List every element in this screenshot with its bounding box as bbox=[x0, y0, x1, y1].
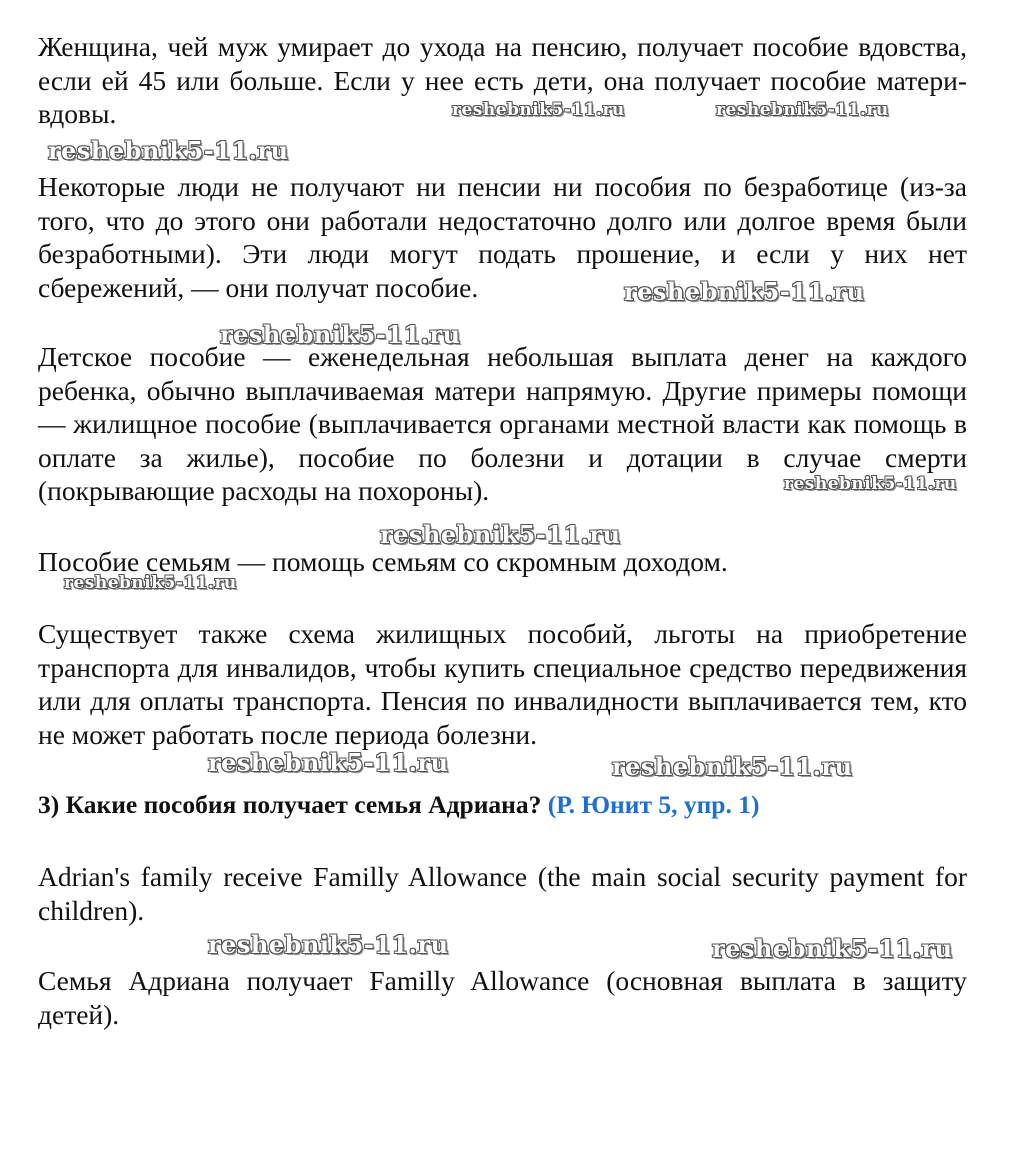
question-reference: (Р. Юнит 5, упр. 1) bbox=[547, 790, 760, 819]
watermark: reshebnik5-11.ru bbox=[380, 520, 621, 549]
watermark: reshebnik5-11.ru bbox=[220, 320, 461, 349]
watermark: reshebnik5-11.ru bbox=[716, 100, 889, 120]
watermark: reshebnik5-11.ru bbox=[48, 136, 289, 165]
paragraph-child-benefit: Детское пособие — еженедельная небольшая выплата денег на каждого ребенка, обычно выплачиваемая матери напрямую. Другие примеры помощи — жилищное пособие (выплачивается органами местной власти как помощь в оплате за жилье), пособие по болезни и дотации в случае смерти (покрывающие расходы на похороны). bbox=[38, 341, 967, 506]
watermark: reshebnik5-11.ru bbox=[64, 573, 237, 593]
watermark: reshebnik5-11.ru bbox=[624, 277, 865, 306]
watermark: reshebnik5-11.ru bbox=[452, 100, 625, 120]
paragraph-family-income: Пособие семьям — помощь семьям со скромным доходом. bbox=[38, 546, 728, 577]
question-heading bbox=[38, 790, 759, 820]
question-text: 3) Какие пособия получает семья Адриана? bbox=[38, 790, 542, 819]
watermark: reshebnik5-11.ru bbox=[612, 752, 853, 781]
answer-english: Adrian's family receive Familly Allowance (the main social security payment for children). bbox=[38, 861, 967, 926]
watermark: reshebnik5-11.ru bbox=[208, 748, 449, 777]
watermark: reshebnik5-11.ru bbox=[784, 474, 957, 494]
paragraph-widow-allowance: Женщина, чей муж умирает до ухода на пенсию, получает пособие вдовства, если ей 45 или больше. Если у нее есть дети, она получает пособие матери-вдовы. bbox=[38, 31, 967, 129]
paragraph-unemployment: Некоторые люди не получают ни пенсии ни пособия по безработице (из-за того, что до этого они работали недостаточно долго или долгое время были безработными). Эти люди могут подать прошение, и если у них нет сбережений, — они получат пособие. bbox=[38, 171, 967, 303]
watermark: reshebnik5-11.ru bbox=[712, 934, 953, 963]
paragraph-disability: Существует также схема жилищных пособий, льготы на приобретение транспорта для инвалидов, чтобы купить специальное средство передвижения или для оплаты транспорта. Пенсия по инвалидности выплачивается тем, кто не может работать после периода болезни. bbox=[38, 618, 967, 750]
watermark: reshebnik5-11.ru bbox=[208, 930, 449, 959]
answer-russian: Семья Адриана получает Familly Allowance (основная выплата в защиту детей). bbox=[38, 965, 967, 1030]
